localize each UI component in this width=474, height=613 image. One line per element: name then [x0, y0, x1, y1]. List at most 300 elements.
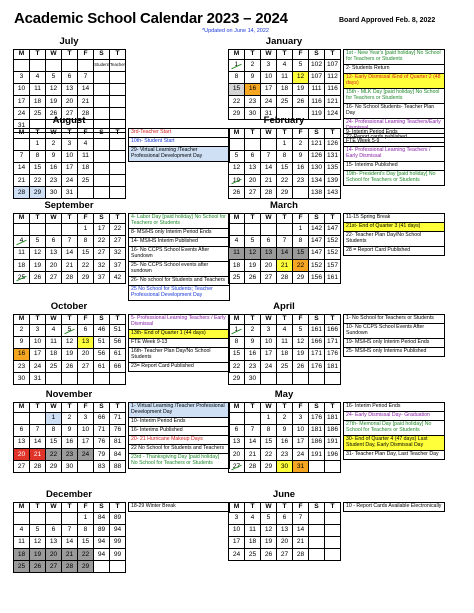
day-count-cell — [110, 373, 126, 385]
note-item: 3rd-Teacher Start — [129, 129, 230, 138]
date-cell — [62, 373, 78, 385]
date-cell: 12 — [46, 84, 62, 96]
date-cell: 6 — [261, 236, 277, 248]
date-cell: 14 — [62, 248, 78, 260]
date-cell: 26 — [62, 361, 78, 373]
date-cell — [229, 224, 245, 236]
day-count-cell — [94, 72, 110, 84]
date-cell: 1 — [229, 325, 245, 337]
date-cell: 9 — [245, 72, 261, 84]
date-cell: 2 — [293, 139, 309, 151]
day-count-cell: 147 — [325, 224, 341, 236]
date-cell: 1 — [30, 139, 46, 151]
date-cell: 18 — [245, 537, 261, 549]
date-cell: 23 — [245, 361, 261, 373]
weekday-header: F — [293, 403, 309, 413]
weekday-header: F — [78, 129, 94, 139]
date-cell: 19 — [245, 260, 261, 272]
date-cell: 20 — [46, 260, 62, 272]
weekday-header: S — [94, 503, 110, 513]
date-cell: 11 — [30, 84, 46, 96]
date-cell: 8 — [46, 425, 62, 437]
date-cell: 15 — [229, 349, 245, 361]
day-count-cell: 191 — [309, 449, 325, 461]
date-cell: 23 — [46, 175, 62, 187]
note-item: 14- MS/HS Interim Published — [129, 237, 230, 246]
date-cell: 23 — [62, 449, 78, 461]
day-count-cell: 51 — [94, 337, 110, 349]
month-heading-november: November — [45, 389, 93, 400]
notes-september — [128, 213, 230, 301]
date-cell: 11 — [229, 248, 245, 260]
date-cell: 29 — [293, 272, 309, 284]
notes-april — [343, 314, 445, 357]
notes-november — [128, 402, 230, 469]
date-cell: 10 — [62, 151, 78, 163]
day-count-cell: 42 — [110, 272, 126, 284]
date-cell: 10 — [261, 337, 277, 349]
note-item: 19th- President's Day [paid holiday] No School for Teachers or Students — [344, 170, 445, 185]
date-cell — [46, 513, 62, 525]
weekday-header: T — [277, 214, 293, 224]
weekday-header: T — [62, 315, 78, 325]
date-cell: 27 — [277, 549, 293, 561]
day-count-cell: 112 — [325, 72, 341, 84]
date-cell: 23 — [245, 96, 261, 108]
month-heading-june: June — [272, 489, 296, 500]
date-cell: 4 — [30, 72, 46, 84]
note-item: 31- Teacher Plan Day, Last Teacher Day — [344, 450, 445, 459]
date-cell: 15 — [78, 537, 94, 549]
day-count-cell: 156 — [309, 272, 325, 284]
weekday-header: W — [261, 129, 277, 139]
day-count-cell: 131 — [325, 151, 341, 163]
date-cell: 7 — [14, 151, 30, 163]
day-count-cell: 121 — [309, 139, 325, 151]
day-count-cell: 27 — [110, 236, 126, 248]
weekday-header: W — [46, 503, 62, 513]
date-cell: 15 — [293, 248, 309, 260]
weekday-header: S — [94, 315, 110, 325]
date-cell — [62, 60, 78, 72]
date-cell: 9 — [277, 425, 293, 437]
date-cell — [261, 373, 277, 385]
date-cell: 17 — [261, 349, 277, 361]
date-cell: 21 — [62, 260, 78, 272]
weekday-header: W — [261, 315, 277, 325]
weekday-header: S — [94, 214, 110, 224]
day-count-cell: 121 — [325, 96, 341, 108]
date-cell: 29 — [277, 187, 293, 199]
date-cell: 19 — [30, 549, 46, 561]
month-heading-april: April — [273, 301, 295, 312]
date-cell: 3 — [30, 325, 46, 337]
date-cell — [62, 224, 78, 236]
date-cell: 26 — [293, 96, 309, 108]
date-cell: 25 — [277, 96, 293, 108]
note-item: FTE Week 5-9 — [344, 137, 445, 146]
date-cell: 24 — [78, 449, 94, 461]
date-cell: 22 — [78, 549, 94, 561]
weekday-header: T — [245, 214, 261, 224]
weekday-header: S — [94, 50, 110, 60]
date-cell: 10 — [30, 337, 46, 349]
date-cell: 19 — [229, 175, 245, 187]
date-cell: 20 — [78, 349, 94, 361]
month-heading-december: December — [46, 489, 92, 500]
date-cell — [245, 413, 261, 425]
date-cell: 30 — [46, 187, 62, 199]
date-cell: 27 — [46, 272, 62, 284]
weekday-header: T — [277, 403, 293, 413]
weekday-header: M — [14, 503, 30, 513]
date-cell: 5 — [30, 236, 46, 248]
date-cell: 18 — [78, 163, 94, 175]
date-cell: 2 — [277, 413, 293, 425]
date-cell: 6 — [78, 325, 94, 337]
date-cell: 28 — [245, 461, 261, 473]
note-item: 16- Interims Published — [129, 426, 230, 435]
date-cell: 8 — [277, 151, 293, 163]
date-cell: 8 — [293, 236, 309, 248]
note-item: 24- Early Dismissal Day- Graduation — [344, 411, 445, 420]
day-count-cell: 56 — [110, 337, 126, 349]
date-cell: 10 — [78, 425, 94, 437]
day-count-cell: 99 — [110, 537, 126, 549]
date-cell: 30 — [14, 373, 30, 385]
day-count-cell: 94 — [94, 549, 110, 561]
date-cell: 4 — [277, 60, 293, 72]
date-cell: 21 — [261, 175, 277, 187]
date-cell: 5 — [46, 72, 62, 84]
date-cell: 26 — [245, 272, 261, 284]
date-cell: 14 — [30, 437, 46, 449]
date-cell: 4 — [229, 236, 245, 248]
month-heading-september: September — [44, 200, 94, 211]
day-count-cell: 94 — [110, 525, 126, 537]
date-cell: 19 — [261, 537, 277, 549]
day-count-cell: 176 — [309, 361, 325, 373]
date-cell: 17 — [62, 163, 78, 175]
day-count-cell — [110, 561, 126, 573]
date-cell: 26 — [261, 549, 277, 561]
date-cell: 23 — [14, 361, 30, 373]
date-cell: 28 — [62, 561, 78, 573]
date-cell: 13 — [46, 537, 62, 549]
day-count-cell: 89 — [110, 513, 126, 525]
date-cell: 8 — [229, 337, 245, 349]
weekday-header: S — [94, 403, 110, 413]
date-cell: 21 — [30, 449, 46, 461]
day-count-cell: 79 — [94, 449, 110, 461]
month-heading-may: May — [274, 389, 294, 400]
date-cell: 28 — [277, 272, 293, 284]
calendar-grid-august — [13, 128, 126, 199]
day-count-cell: 32 — [94, 260, 110, 272]
weekday-header: T — [62, 50, 78, 60]
weekday-header: F — [78, 214, 94, 224]
day-count-cell: 88 — [110, 461, 126, 473]
date-cell: 9 — [62, 425, 78, 437]
day-count-cell — [309, 373, 325, 385]
day-count-cell — [94, 163, 110, 175]
date-cell — [293, 373, 309, 385]
note-item: 23rd - Thanksgiving Day [paid holiday] No School for Teachers or Students — [129, 453, 230, 468]
weekday-header: T — [245, 315, 261, 325]
day-count-cell: 171 — [309, 349, 325, 361]
date-cell: 5 — [245, 236, 261, 248]
notes-may — [343, 402, 445, 460]
date-cell: 24 — [261, 361, 277, 373]
date-cell: 3 — [293, 413, 309, 425]
day-count-cell: 161 — [309, 325, 325, 337]
day-count-cell: 37 — [110, 260, 126, 272]
weekday-header: T — [277, 50, 293, 60]
date-cell: 18 — [46, 349, 62, 361]
day-count-cell — [94, 151, 110, 163]
day-count-cell: 147 — [309, 248, 325, 260]
day-count-cell: 139 — [325, 175, 341, 187]
date-cell: 8 — [261, 425, 277, 437]
calendar-grid-october — [13, 314, 126, 385]
weekday-header: S — [309, 50, 325, 60]
date-cell: 12 — [293, 337, 309, 349]
weekday-header: T — [30, 214, 46, 224]
date-cell: 3 — [261, 60, 277, 72]
date-cell: 22 — [229, 96, 245, 108]
date-cell: 9 — [293, 151, 309, 163]
day-count-cell — [309, 513, 325, 525]
day-count-cell: 176 — [325, 349, 341, 361]
date-cell: 22 — [229, 361, 245, 373]
day-count-cell — [110, 175, 126, 187]
notes-october — [128, 314, 230, 372]
date-cell: 1 — [261, 413, 277, 425]
date-cell: 25 — [229, 272, 245, 284]
day-count-cell: 102 — [309, 60, 325, 72]
weekday-header: T — [30, 315, 46, 325]
day-count-cell: 71 — [94, 425, 110, 437]
date-cell: 13 — [46, 248, 62, 260]
date-cell: 14 — [293, 525, 309, 537]
date-cell: 26 — [293, 361, 309, 373]
weekday-header: T — [62, 214, 78, 224]
date-cell: 3 — [62, 139, 78, 151]
calendar-grid-september — [13, 213, 126, 284]
day-count-cell: 27 — [94, 248, 110, 260]
note-item: 19- MS/HS only Interim Period Ends — [344, 338, 445, 347]
notes-february — [343, 128, 445, 186]
month-heading-october: October — [50, 301, 88, 312]
note-item: 9- Interim Period Ends — [344, 129, 445, 138]
date-cell: 9 — [46, 151, 62, 163]
note-item: 20- 21 Hurricane Makeup Days — [129, 435, 230, 444]
date-cell: 11 — [277, 72, 293, 84]
date-cell — [14, 224, 30, 236]
calendar-grid-february — [228, 128, 341, 199]
weekday-header: W — [261, 214, 277, 224]
day-count-cell: 143 — [325, 187, 341, 199]
date-cell: 7 — [261, 151, 277, 163]
weekday-header: T — [110, 315, 126, 325]
day-count-cell: 71 — [110, 413, 126, 425]
day-count-cell: 76 — [110, 425, 126, 437]
note-item: 10 - Report Cards Available Electronically — [344, 503, 445, 512]
weekday-header: F — [78, 315, 94, 325]
date-cell: 26 — [46, 108, 62, 120]
note-item: 22- Teacher Plan Day/No School Students — [344, 231, 445, 246]
date-cell: 7 — [78, 72, 94, 84]
date-cell: 21 — [293, 537, 309, 549]
weekday-header: M — [229, 315, 245, 325]
date-cell: 25 — [245, 549, 261, 561]
weekday-header: T — [110, 129, 126, 139]
date-cell: 5 — [62, 325, 78, 337]
date-cell: 24 — [261, 96, 277, 108]
weekday-header: T — [110, 50, 126, 60]
weekday-header: S — [309, 403, 325, 413]
note-item: 30- End of Quarter 4 (47 days) Last Student Day, Early Dismissal Day — [344, 435, 445, 450]
date-cell: 20 — [62, 96, 78, 108]
date-cell: 17 — [229, 537, 245, 549]
date-cell: 22 — [261, 449, 277, 461]
date-cell: 28 — [293, 549, 309, 561]
date-cell: 18 — [14, 260, 30, 272]
day-count-cell: 152 — [325, 236, 341, 248]
day-count-cell: 22 — [110, 224, 126, 236]
note-item: 1- No School for Teachers or Students — [344, 315, 445, 324]
date-cell: 26 — [229, 187, 245, 199]
note-item: 15- Interims Published — [344, 161, 445, 170]
date-cell: 18 — [14, 549, 30, 561]
date-cell: 7 — [293, 513, 309, 525]
date-cell: 7 — [245, 425, 261, 437]
day-count-cell — [309, 537, 325, 549]
date-cell: 2 — [62, 413, 78, 425]
date-cell: 19 — [293, 349, 309, 361]
date-cell — [14, 413, 30, 425]
note-item: 25- No CCPS School events after sundown — [129, 261, 230, 276]
date-cell — [293, 187, 309, 199]
date-cell: 2 — [245, 60, 261, 72]
note-item: 16th- Teacher Plan Day/No School Students — [129, 347, 230, 362]
note-item: 16- No School Students- Teacher Plan Day — [344, 103, 445, 118]
day-count-cell: 81 — [110, 437, 126, 449]
day-count-cell — [309, 549, 325, 561]
date-cell: 28 — [30, 461, 46, 473]
date-cell — [78, 60, 94, 72]
day-count-cell: 66 — [94, 413, 110, 425]
weekday-header: W — [46, 214, 62, 224]
date-cell: 29 — [261, 461, 277, 473]
date-cell — [277, 224, 293, 236]
date-cell: 25 — [78, 175, 94, 187]
calendar-grid-may — [228, 402, 341, 473]
month-heading-march: March — [270, 200, 298, 211]
day-count-cell: 119 — [309, 108, 325, 120]
date-cell: 2 — [46, 139, 62, 151]
date-cell: 27 — [46, 561, 62, 573]
note-item: 24- Professional Learning Teachers/Early Dismissal — [344, 118, 445, 133]
date-cell: 15 — [277, 163, 293, 175]
date-cell — [46, 224, 62, 236]
date-cell: 10 — [229, 525, 245, 537]
date-cell: 13 — [261, 248, 277, 260]
day-count-cell — [94, 561, 110, 573]
day-count-cell — [110, 96, 126, 108]
weekday-header: T — [110, 214, 126, 224]
date-cell: 15 — [46, 437, 62, 449]
date-cell — [62, 513, 78, 525]
day-count-cell: 56 — [94, 349, 110, 361]
date-cell: 11 — [46, 337, 62, 349]
day-count-cell: 126 — [309, 151, 325, 163]
date-cell: 13 — [62, 84, 78, 96]
date-cell: 16 — [14, 349, 30, 361]
date-cell: 15 — [229, 84, 245, 96]
day-count-cell — [325, 373, 341, 385]
day-count-cell: 46 — [94, 325, 110, 337]
weekday-header: S — [309, 503, 325, 513]
date-cell: 11 — [78, 151, 94, 163]
day-count-cell — [325, 461, 341, 473]
weekday-header: M — [14, 403, 30, 413]
day-count-cell: 134 — [309, 175, 325, 187]
date-cell: 7 — [277, 236, 293, 248]
date-cell: 27 — [261, 272, 277, 284]
day-count-cell — [325, 525, 341, 537]
date-cell: 27 — [78, 361, 94, 373]
weekday-header: M — [229, 50, 245, 60]
date-cell: 1 — [78, 224, 94, 236]
day-count-cell: 84 — [110, 449, 126, 461]
weekday-header: T — [245, 503, 261, 513]
day-count-cell: 116 — [325, 84, 341, 96]
calendar-grid-june — [228, 502, 341, 561]
date-cell: 30 — [62, 461, 78, 473]
day-count-cell: 76 — [94, 437, 110, 449]
date-cell: 5 — [261, 513, 277, 525]
date-cell: 24 — [62, 175, 78, 187]
day-count-cell — [110, 187, 126, 199]
note-item: 16- No CCPS School Events After Sundown — [129, 246, 230, 261]
day-count-cell: 171 — [325, 337, 341, 349]
date-cell: 4 — [78, 139, 94, 151]
date-cell: 5 — [229, 151, 245, 163]
date-cell: 25 — [46, 361, 62, 373]
date-cell: 13 — [14, 437, 30, 449]
weekday-header: S — [309, 129, 325, 139]
day-count-cell: 51 — [110, 325, 126, 337]
weekday-header: F — [293, 50, 309, 60]
weekday-header: W — [46, 129, 62, 139]
date-cell: 8 — [78, 525, 94, 537]
date-cell: 31 — [14, 120, 30, 132]
updated-date: *Updated on June 14, 2022 — [202, 28, 269, 34]
weekday-header: T — [30, 50, 46, 60]
note-item: 22 No School for Students and Teachers — [129, 444, 230, 453]
weekday-header: W — [46, 403, 62, 413]
date-cell — [14, 513, 30, 525]
date-cell: 6 — [245, 151, 261, 163]
date-cell: 19 — [62, 349, 78, 361]
notes-june — [343, 502, 445, 512]
date-cell — [30, 413, 46, 425]
date-cell: 27 — [245, 187, 261, 199]
date-cell: 16 — [62, 437, 78, 449]
note-item: 27th- Memorial Day [paid holiday] No School for Teachers or Students — [344, 420, 445, 435]
date-cell — [261, 224, 277, 236]
